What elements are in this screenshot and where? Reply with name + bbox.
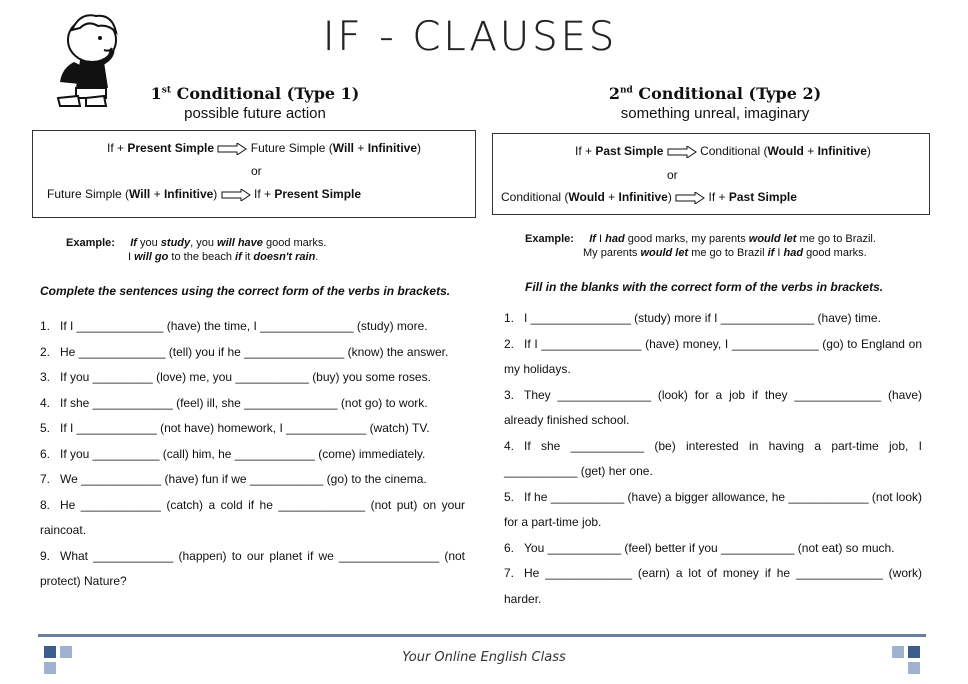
question-item [40,416,465,442]
question-text: If she ___________ (be) interested in having a part-time job, I ___________ (get) her one. [504,438,922,478]
question-number: 7. [504,566,515,580]
question-text: They ______________ (look) for a job if they _____________ (have) already finished school. [504,387,922,427]
example-em: had [783,247,804,259]
formula-bold: Infinitive [367,141,418,155]
arrow-right-icon [675,192,705,204]
question-number: 5. [504,489,515,504]
question-text: If I _____________ (have) the time, I ______________ (study) more. [60,319,428,333]
formula-bold: Infinitive [163,187,214,201]
heading-number: 2 [608,84,620,103]
first-instruction: Complete the sentences using the correct form of the verbs in brackets. [40,284,451,298]
second-formula-line2 [501,190,797,204]
question-text: He _____________ (earn) a lot of money if he _____________ (work) harder. [504,566,922,606]
second-conditional-heading [590,84,840,103]
example-em: would let [640,247,689,259]
question-item [504,561,922,612]
question-text: I _______________ (study) more if I ______________ (have) time. [524,311,881,325]
question-item [40,442,465,468]
question-text: If you _________ (love) me, you ___________ (buy) you some roses. [60,370,431,384]
question-item [40,467,465,493]
question-text: If I ____________ (not have) homework, I ____________ (watch) TV. [60,421,430,435]
question-item [40,493,465,544]
formula-bold: Infinitive [817,144,867,158]
formula-text: If + [107,141,128,155]
example-text: My parents [583,247,641,259]
question-text: He _____________ (tell) you if he _______________ (know) the answer. [60,344,449,359]
second-formula-line1 [575,144,871,158]
formula-text: If + [253,187,275,201]
square-decoration [908,662,920,674]
question-number: 9. [40,548,51,563]
example-text: I [774,247,784,259]
question-number: 2. [40,344,51,359]
formula-bold: Present Simple [127,141,215,155]
question-item [504,306,922,332]
example-text: good marks. [262,237,327,249]
first-conditional-subtitle: possible future action [184,105,326,122]
question-text: What ____________ (happen) to our planet if we _______________ (not protect) Nature? [40,548,465,588]
formula-text: Future Simple ( [250,141,333,155]
question-text: If she ____________ (feel) ill, she ______________ (not go) to work. [60,395,428,410]
formula-text: Future Simple ( [47,187,130,201]
question-number: 7. [40,472,51,486]
example-text: me go to Brazil [688,247,768,259]
formula-text: ) [667,190,672,204]
formula-text: + [354,141,368,155]
question-item [504,434,922,485]
arrow-right-icon [217,143,247,155]
example-text: good marks. [803,247,867,259]
question-text: We ____________ (have) fun if we ___________ (go) to the cinema. [60,472,427,486]
formula-bold: Past Simple [728,190,797,204]
heading-text: Conditional (Type 1) [171,84,360,103]
heading-text: Conditional (Type 2) [632,84,822,103]
question-item [504,536,922,562]
example-line2 [525,246,876,260]
formula-bold: Present Simple [274,187,362,201]
first-formula-box [32,130,476,218]
footer-squares-right [888,644,924,676]
heading-number: 1 [150,84,162,103]
formula-text: + [803,144,818,158]
formula-text: Conditional ( [501,190,569,204]
formula-bold: Will [129,187,151,201]
example-text: . [315,251,319,263]
example-em: will go [134,251,169,263]
cartoon-boy-illustration [52,8,122,110]
question-number: 1. [504,311,515,325]
question-item [40,340,465,366]
question-item [40,544,465,595]
arrow-right-icon [667,146,697,158]
arrow-right-icon [221,189,251,201]
question-number: 6. [504,540,515,555]
question-text: If he ___________ (have) a bigger allowance, he ____________ (not look) for a part-time job. [504,489,922,529]
example-em: if [767,247,775,259]
question-number: 6. [40,446,51,461]
example-line2 [66,250,327,264]
formula-text: Conditional ( [700,144,768,158]
example-text: me go to Brazil. [796,233,876,245]
heading-superscript: st [161,85,172,96]
question-item [40,314,465,340]
page-title: IF - CLAUSES [322,14,618,60]
first-formula-line1 [107,141,421,155]
first-conditional-heading [130,84,380,103]
formula-text: + [604,190,619,204]
second-formula-box [492,133,930,215]
question-text: He ____________ (catch) a cold if he _____________ (not put) on your raincoat. [40,497,465,537]
question-item [40,391,465,417]
formula-bold: Would [568,190,605,204]
second-formula-or: or [667,168,678,182]
question-number: 4. [40,395,51,410]
example-label: Example: [66,237,115,249]
question-number: 1. [40,319,51,333]
example-em: doesn't rain [253,251,316,263]
formula-text: If + [708,190,729,204]
formula-bold: Would [767,144,804,158]
example-em: if [235,251,242,263]
example-text: to the beach [168,251,236,263]
formula-bold: Infinitive [618,190,668,204]
second-question-list [504,306,922,612]
question-item [504,485,922,536]
example-text: I [595,233,606,245]
formula-text: ) [866,144,871,158]
example-em: had [605,233,625,245]
question-text: If you __________ (call) him, he ____________ (come) immediately. [60,446,426,461]
question-item [504,332,922,383]
question-number: 5. [40,421,51,435]
square-decoration [908,646,920,658]
example-text: , you [190,237,218,249]
first-formula-line2 [47,187,361,201]
formula-text: + [150,187,164,201]
example-text: you [136,237,161,249]
second-conditional-subtitle: something unreal, imaginary [620,105,810,122]
question-number: 3. [40,370,51,384]
footer-divider [38,634,926,637]
question-number: 3. [504,387,515,402]
example-em: If [130,237,137,249]
square-decoration [892,646,904,658]
footer-text: Your Online English Class [402,650,566,665]
example-text: good marks, my parents [624,233,749,245]
first-formula-or: or [251,164,262,178]
first-example [66,236,327,264]
second-instruction: Fill in the blanks with the correct form of the verbs in brackets. [525,280,884,294]
example-em: would let [748,233,797,245]
question-number: 4. [504,438,515,453]
formula-bold: Past Simple [595,144,664,158]
formula-text: ) [213,187,218,201]
heading-superscript: nd [619,85,633,96]
example-em: will have [217,237,263,249]
question-item [504,383,922,434]
question-text: If I _______________ (have) money, I _____________ (go) to England on my holidays. [504,336,922,376]
example-em: If [589,233,596,245]
formula-bold: Will [332,141,354,155]
example-text: it [241,251,254,263]
example-em: study [160,237,191,249]
example-text: I [128,251,135,263]
formula-text: ) [417,141,422,155]
second-example [525,232,876,260]
question-number: 2. [504,336,515,351]
formula-text: If + [575,144,596,158]
question-number: 8. [40,497,51,512]
question-item [40,365,465,391]
question-text: You ___________ (feel) better if you ___________ (not eat) so much. [524,540,895,555]
example-label: Example: [525,233,574,245]
first-question-list [40,314,465,595]
